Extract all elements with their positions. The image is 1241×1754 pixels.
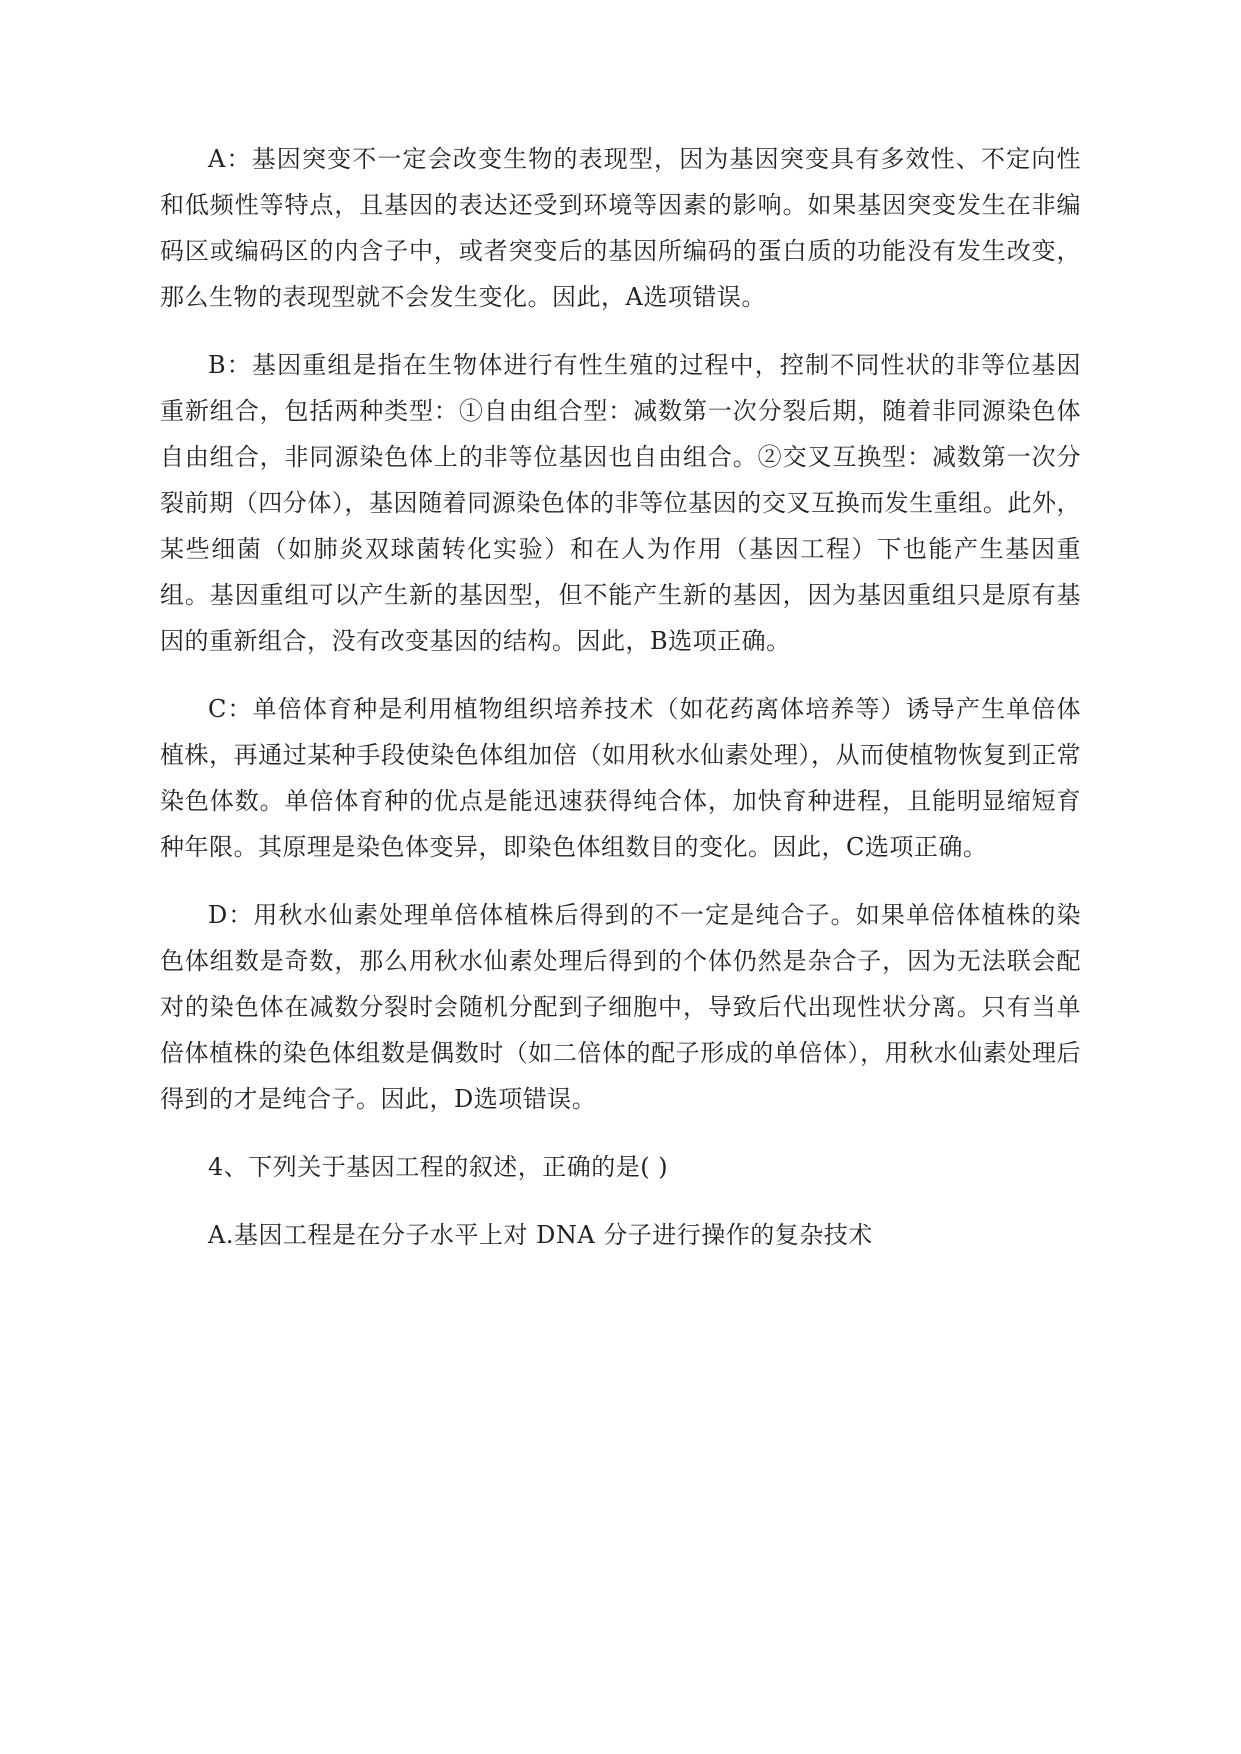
explanation-option-c: C：单倍体育种是利用植物组织培养技术（如花药离体培养等）诱导产生单倍体植株，再通过某种手段使染色体组加倍（如用秋水仙素处理），从而使植物恢复到正常染色体数。单倍体育种的优点是能迅速获得纯合体，加快育种进程，且能明显缩短育种年限。其原理是染色体变异，即染色体组数目的变化。因此，C选项正确。 (160, 695, 1081, 861)
document-body (160, 136, 1081, 1280)
question-4-stem: 4、下列关于基因工程的叙述，正确的是( ) (208, 1153, 669, 1181)
explanation-option-b: B：基因重组是指在生物体进行有性生殖的过程中，控制不同性状的非等位基因重新组合，包括两种类型：①自由组合型：减数第一次分裂后期，随着非同源染色体自由组合，非同源染色体上的非等位基因也自由组合。②交叉互换型：减数第一次分裂前期（四分体），基因随着同源染色体的非等位基因的交叉互换而发生重组。此外，某些细菌（如肺炎双球菌转化实验）和在人为作用（基因工程）下也能产生基因重组。基因重组可以产生新的基因型，但不能产生新的基因，因为基因重组只是原有基因的重新组合，没有改变基因的结构。因此，B选项正确。 (160, 351, 1081, 655)
explanation-option-a: A：基因突变不一定会改变生物的表现型，因为基因突变具有多效性、不定向性和低频性等特点，且基因的表达还受到环境等因素的影响。如果基因突变发生在非编码区或编码区的内含子中，或者突变后的基因所编码的蛋白质的功能没有发生改变，那么生物的表现型就不会发生变化。因此，A选项错误。 (160, 145, 1081, 311)
explanation-option-d: D：用秋水仙素处理单倍体植株后得到的不一定是纯合子。如果单倍体植株的染色体组数是奇数，那么用秋水仙素处理后得到的个体仍然是杂合子，因为无法联会配对的染色体在减数分裂时会随机分配到子细胞中，导致后代出现性状分离。只有当单倍体植株的染色体组数是偶数时（如二倍体的配子形成的单倍体），用秋水仙素处理后得到的才是纯合子。因此，D选项错误。 (160, 901, 1081, 1113)
question-4-option-a: A.基因工程是在分子水平上对 DNA 分子进行操作的复杂技术 (208, 1221, 873, 1249)
